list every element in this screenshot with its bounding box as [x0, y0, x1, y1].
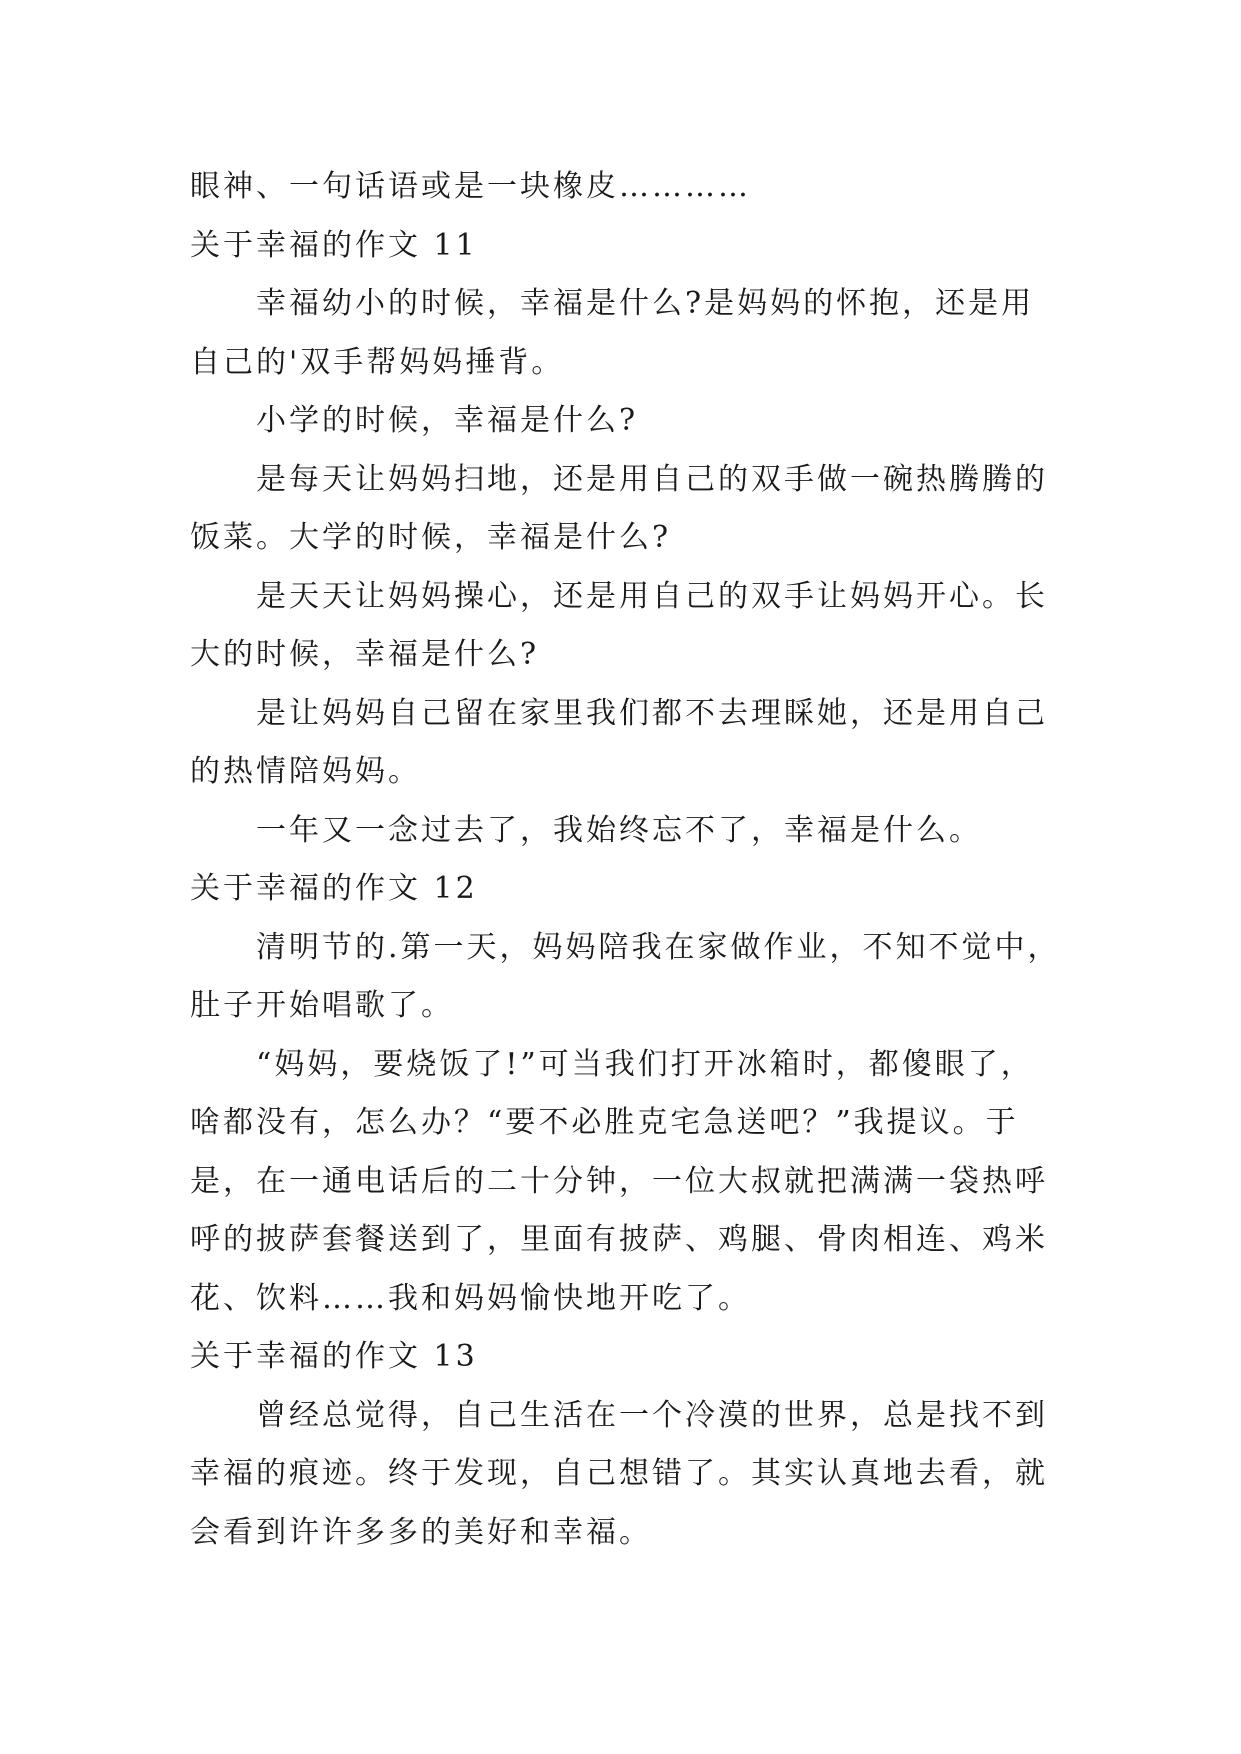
text-line: 小学的时候，幸福是什么?	[256, 403, 639, 438]
text-line: 清明节的.第一天，妈妈陪我在家做作业，不知不觉中，	[256, 929, 1061, 965]
text-line: “妈妈，要烧饭了!”可当我们打开冰箱时，都傻眼了，	[256, 1046, 1034, 1082]
text-line: 自己的'双手帮妈妈捶背。	[190, 344, 565, 380]
text-line: 幸福的痕迹。终于发现，自己想错了。其实认真地去看，就	[190, 1456, 1048, 1491]
text-line: 眼神、一句话语或是一块橡皮…………	[190, 169, 751, 204]
text-line: 的热情陪妈妈。	[190, 754, 421, 789]
text-line: 是让妈妈自己留在家里我们都不去理睬她，还是用自己	[256, 695, 1048, 731]
text-line: 呼的披萨套餐送到了，里面有披萨、鸡腿、骨肉相连、鸡米	[190, 1222, 1048, 1257]
section-heading: 关于幸福的作文 11	[190, 227, 478, 263]
document-body	[190, 158, 1060, 1562]
text-line: 一年又一念过去了，我始终忘不了，幸福是什么。	[256, 812, 982, 848]
text-line: 啥都没有，怎么办？“要不必胜克宅急送吧？”我提议。于	[190, 1105, 1019, 1140]
text-line: 花、饮料……我和妈妈愉快地开吃了。	[190, 1280, 751, 1316]
text-line: 大的时候，幸福是什么?	[190, 637, 540, 672]
text-line: 幸福幼小的时候，幸福是什么?是妈妈的怀抱，还是用	[256, 286, 1035, 321]
text-line: 是每天让妈妈扫地，还是用自己的双手做一碗热腾腾的	[256, 461, 1048, 497]
text-line: 曾经总觉得，自己生活在一个冷漠的世界，总是找不到	[256, 1397, 1048, 1433]
text-line: 是天天让妈妈操心，还是用自己的双手让妈妈开心。长	[256, 578, 1048, 614]
text-line: 会看到许许多多的美好和幸福。	[190, 1514, 652, 1550]
text-line: 是，在一通电话后的二十分钟，一位大叔就把满满一袋热呼	[190, 1163, 1048, 1199]
text-line: 肚子开始唱歌了。	[190, 988, 454, 1023]
section-heading: 关于幸福的作文 13	[190, 1339, 478, 1374]
section-heading: 关于幸福的作文 12	[190, 871, 478, 906]
text-line: 饭菜。大学的时候，幸福是什么?	[190, 520, 672, 555]
